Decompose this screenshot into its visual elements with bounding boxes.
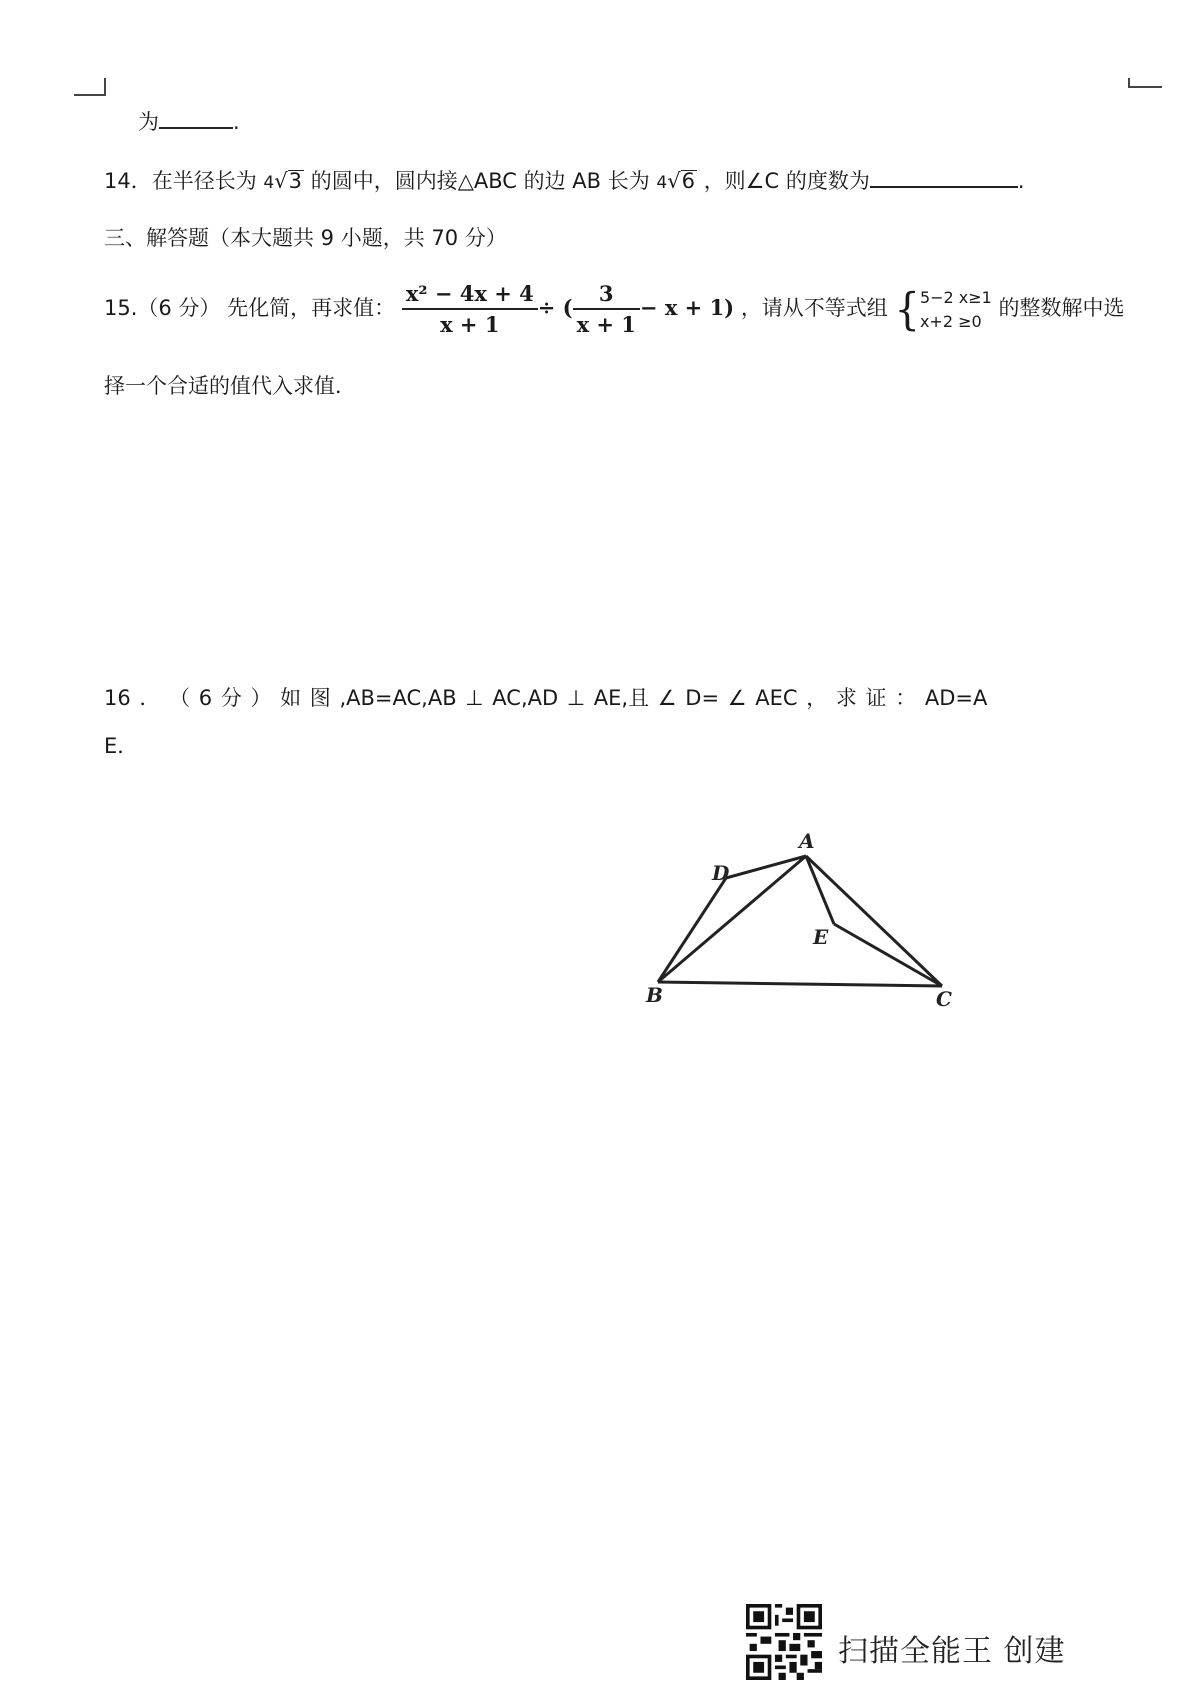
question-15: 15.（6 分） 先化简，再求值： $\frac{\text{x² − 4x + 4}}{x + 1}$ ÷ ( $\frac{3}{x + 1}$ − x + 1) ，请从不等式组 { 5−2 x≥1 x+2 ≥0 的整数解中选 [104,281,1125,337]
question-14: 14．在半径长为 4√3 的圆中，圆内接△ABC 的边 AB 长为 4√6 ，则∠C 的度数为 . [104,169,1025,193]
fraction-1: $\frac{\text{x² − 4x + 4}}{x + 1}$ [402,283,538,335]
inequality-system: { 5−2 x≥1 x+2 ≥0 [894,284,992,335]
segment-ae [806,856,834,924]
question-16-line2: E． [104,734,139,758]
sqrt-6: √6 [667,169,695,193]
q13-answer-line: 为 . [138,110,240,134]
label-a: A [799,829,815,853]
scanner-watermark: 扫描全能王 创建 [838,1634,1066,1669]
segment-bc [658,982,942,986]
question-16: 16 ． （ 6 分 ） 如 图 ,AB=AC,AB ⊥ AC,AD ⊥ AE,且 ∠ D= ∠ AEC ， 求 证 ： AD=A [104,686,988,710]
fraction-2: $\frac{3}{x + 1}$ [573,283,640,335]
section-title: 三、解答题（本大题共 9 小题，共 70 分） [104,226,507,250]
sqrt-3: √3 [274,169,303,193]
qr-code-icon [746,1604,822,1680]
label-b: B [646,983,663,1007]
label-c: C [936,987,952,1011]
question-15-line2: 择一个合适的值代入求值． [104,374,356,398]
segment-ac [806,856,942,986]
label-e: E [813,925,829,949]
label-d: D [712,861,730,885]
segment-bd [658,878,726,982]
